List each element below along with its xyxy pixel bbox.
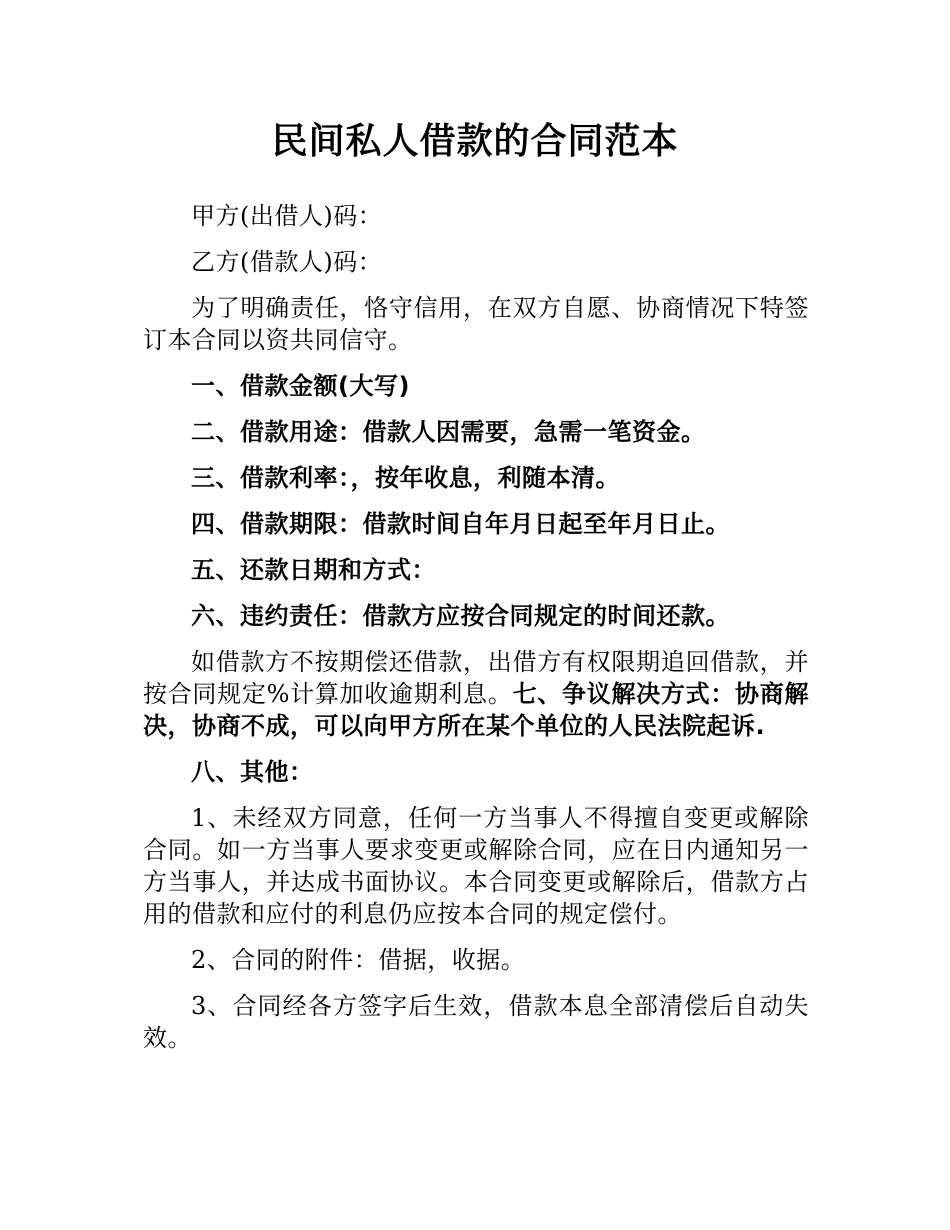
- other-item-1: 1、未经双方同意，任何一方当事人不得擅自变更或解除合同。如一方当事人要求变更或解除合同，应在日内通知另一方当事人，并达成书面协议。本合同变更或解除后，借款方占用的借款和应付的利息仍应按本合同的规定偿付。: [143, 804, 809, 928]
- section-7-dispute: 七、争议解决方式：协商解决，协商不成，可以向甲方所在某个单位的人民法院起诉.: [143, 680, 809, 740]
- section-2-loan-purpose: 二、借款用途：借款人因需要，急需一笔资金。: [191, 418, 706, 446]
- section-4-loan-term: 四、借款期限：借款时间自年月日起至年月日止。: [191, 510, 730, 538]
- section-1-loan-amount: 一、借款金额(大写): [191, 372, 410, 400]
- other-item-3: 3、合同经各方签字后生效，借款本息全部清偿后自动失效。: [143, 992, 809, 1052]
- section-3-interest-rate: 三、借款利率：，按年收息，利随本清。: [191, 464, 620, 492]
- intro-paragraph: 为了明确责任，恪守信用，在双方自愿、协商情况下特签订本合同以资共同信守。: [143, 294, 809, 354]
- section-6-liability: 六、违约责任：借款方应按合同规定的时间还款。: [191, 602, 730, 630]
- party-a-line: 甲方(出借人)码：: [191, 202, 383, 230]
- section-5-repayment: 五、还款日期和方式：: [191, 556, 436, 584]
- document-title: 民间私人借款的合同范本: [271, 121, 679, 162]
- section-8-other: 八、其他：: [191, 758, 314, 786]
- document-body: [143, 200, 809, 1068]
- penalty-paragraph: [143, 646, 809, 742]
- penalty-text: 如借款方不按期偿还借款，出借方有权限期追回借款，并按合同规定%计算加收逾期利息。: [143, 648, 809, 708]
- party-b-line: 乙方(借款人)码：: [191, 248, 383, 276]
- other-item-2: 2、合同的附件：借据，收据。: [191, 946, 526, 974]
